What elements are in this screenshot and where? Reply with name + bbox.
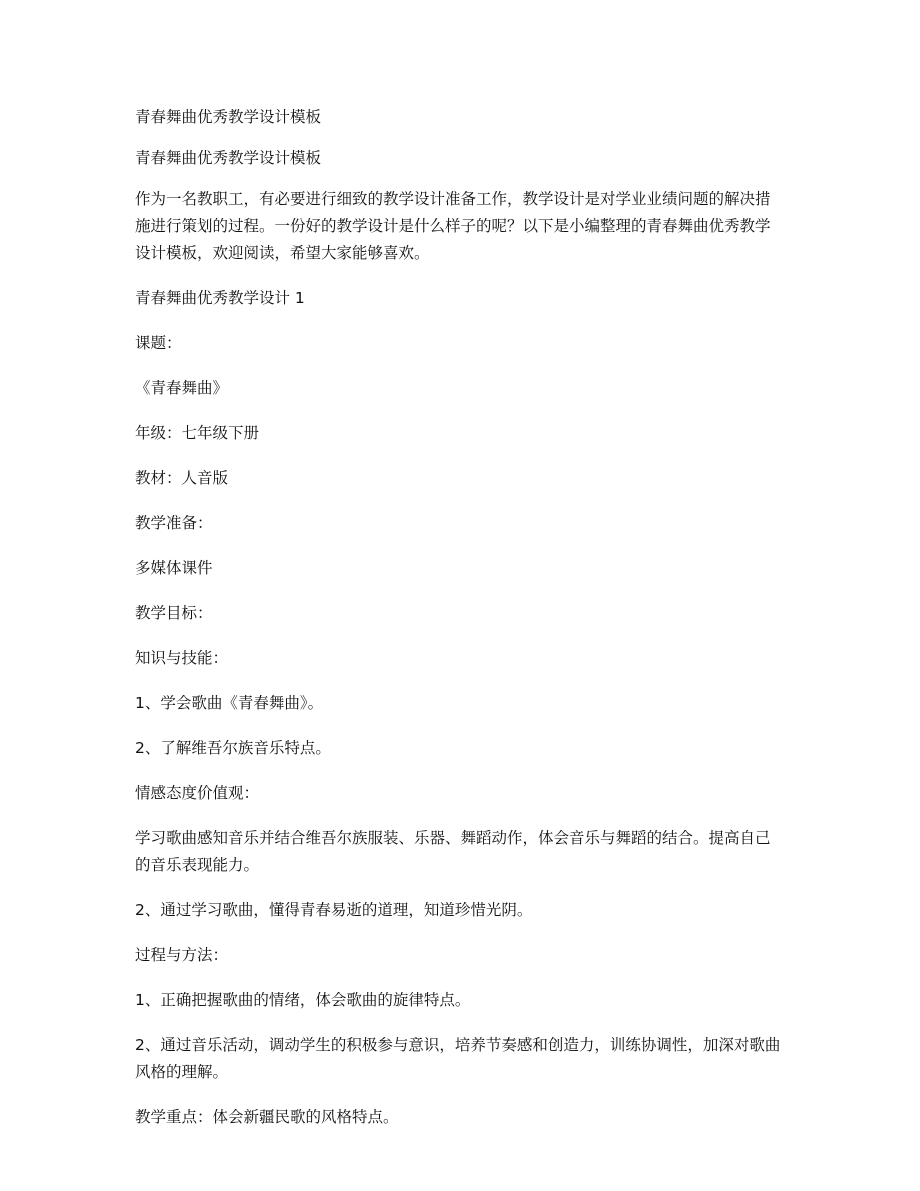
knowledge-item-2: 2、了解维吾尔族音乐特点。 bbox=[135, 739, 331, 757]
document-subtitle: 青春舞曲优秀教学设计模板 bbox=[135, 149, 322, 167]
preparation-value: 多媒体课件 bbox=[135, 559, 213, 577]
document-title: 青春舞曲优秀教学设计模板 bbox=[135, 108, 322, 126]
preparation-label: 教学准备： bbox=[135, 514, 213, 532]
values-label: 情感态度价值观： bbox=[135, 784, 260, 802]
values-item-1: 学习歌曲感知音乐并结合维吾尔族服装、乐器、舞蹈动作，体会音乐与舞蹈的结合。提高自己的音乐表现能力。 bbox=[135, 829, 771, 874]
process-item-1: 1、正确把握歌曲的情绪，体会歌曲的旋律特点。 bbox=[135, 991, 471, 1009]
process-methods-label: 过程与方法： bbox=[135, 946, 229, 964]
topic-label: 课题： bbox=[135, 334, 182, 352]
knowledge-skills-label: 知识与技能： bbox=[135, 649, 229, 667]
grade-line: 年级：七年级下册 bbox=[135, 424, 260, 442]
section-heading: 青春舞曲优秀教学设计 1 bbox=[135, 289, 305, 307]
topic-value: 《青春舞曲》 bbox=[135, 379, 229, 397]
textbook-line: 教材：人音版 bbox=[135, 469, 229, 487]
objectives-label: 教学目标： bbox=[135, 604, 213, 622]
intro-paragraph: 作为一名教职工，有必要进行细致的教学设计准备工作，教学设计是对学业业绩问题的解决措施进行策划的过程。一份好的教学设计是什么样子的呢？以下是小编整理的青春舞曲优秀教学设计模板，欢迎阅读，希望大家能够喜欢。 bbox=[135, 190, 771, 262]
teaching-focus-line: 教学重点：体会新疆民歌的风格特点。 bbox=[135, 1108, 399, 1126]
process-item-2: 2、通过音乐活动，调动学生的积极参与意识，培养节奏感和创造力，训练协调性，加深对歌曲风格的理解。 bbox=[135, 1036, 781, 1081]
document-body bbox=[135, 104, 785, 1149]
values-item-2: 2、通过学习歌曲，懂得青春易逝的道理，知道珍惜光阴。 bbox=[135, 901, 533, 919]
knowledge-item-1: 1、学会歌曲《青春舞曲》。 bbox=[135, 694, 324, 712]
